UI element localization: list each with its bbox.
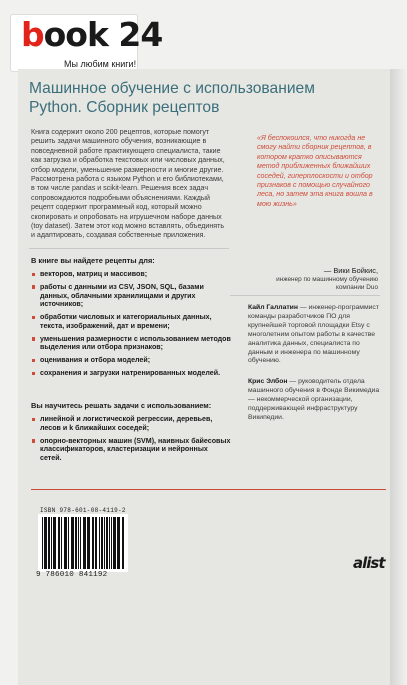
author-name: Кайл Галлатин <box>248 304 298 311</box>
barcode-stripe <box>68 517 69 569</box>
review-quote: «Я беспокоился, что никогда не смогу найти сборник рецептов, в котором кратко описываются метод приближенных ближайших соседей, гиперплоскости и отбор признаков с помощью случайного леса, но затем эта книга вошла в мою жизнь» <box>257 134 373 208</box>
barcode-stripe <box>122 517 124 569</box>
barcode-stripe <box>64 517 67 569</box>
barcode-stripe <box>104 517 105 569</box>
barcode-stripe <box>101 517 103 569</box>
list-item-text: опорно-векторных машин (SVM), наивных байесовых классификаторов, кластеризации и нейронных сетей. <box>40 436 231 462</box>
list-item-text: уменьшения размерности с использованием методов выделения или отбора признаков; <box>40 334 231 352</box>
barcode-digits: 9 786010 841192 <box>36 571 108 579</box>
bullet-icon <box>32 285 35 288</box>
barcode-stripe <box>99 517 100 569</box>
list-item-text: работы с данными из CSV, JSON, SQL, базами данных, облачными хранилищами и других источников; <box>40 282 204 309</box>
logo-word-rest: ook 24 <box>43 15 163 54</box>
barcode-stripe <box>44 517 47 569</box>
book-title-line1: Машинное обучение с использованием <box>29 80 315 97</box>
list-item <box>31 356 231 365</box>
book-title-line2: Python. Сборник рецептов <box>29 99 220 116</box>
barcode-stripe <box>78 517 79 569</box>
review-quote-author-role: инженер по машинному обучению компании Duo <box>276 276 378 292</box>
list-item <box>31 437 231 463</box>
bullet-icon <box>32 439 35 442</box>
recipes-heading: В книге вы найдете рецепты для: <box>31 256 155 265</box>
list-item-text: обработки числовых и категориальных данных, текста, изображений, дат и времени; <box>40 313 212 330</box>
bullet-icon <box>32 359 35 362</box>
barcode-stripe <box>92 517 94 569</box>
list-item <box>31 369 231 378</box>
barcode-stripe <box>111 517 112 569</box>
divider <box>29 248 229 249</box>
isbn-label: ISBN 978-601-08-4119-2 <box>40 507 126 514</box>
barcode-stripe <box>58 517 60 569</box>
list-item-text: векторов, матриц и массивов; <box>40 270 148 278</box>
recipes-list <box>31 270 231 382</box>
barcode-stripe <box>80 517 81 569</box>
bullet-icon <box>32 418 35 421</box>
barcode-stripe <box>61 517 62 569</box>
barcode-stripe <box>51 517 52 569</box>
list-item <box>31 335 231 352</box>
accent-rule <box>31 489 386 490</box>
cover-edge-shadow <box>390 69 407 685</box>
list-item <box>31 415 231 432</box>
barcode-stripe <box>87 517 90 569</box>
list-item-text: оценивания и отбора моделей; <box>40 356 151 365</box>
logo-b-letter: b <box>21 15 44 54</box>
list-item <box>31 270 231 279</box>
barcode-stripe <box>75 517 77 569</box>
author-bio-gallatin <box>248 304 383 366</box>
author-bio-albon <box>248 378 383 423</box>
list-item-text: линейной и логистической регрессии, деревьев, лесов и k ближайших соседей; <box>40 415 213 432</box>
barcode-stripe <box>83 517 86 569</box>
barcode-stripe <box>71 517 74 569</box>
barcode-stripe <box>106 517 108 569</box>
list-item <box>31 313 231 330</box>
barcode-stripe <box>53 517 56 569</box>
book-description: Книга содержит около 200 рецептов, которые помогут решить задачи машинного обучения, возникающие в повседневной работе практикующего специалиста, такие как загрузка и обработка текстовых или числовых данных, отбор модели, уменьшение размерности и многие другие. Рассмотрена работа с языком Python и его библиотеками, в том числе pandas и scikit-learn. Решения всех задач сопровождаются подробными объяснениями. Каждый рецепт содержит программный код, который можно скопировать и опробовать на игрушечном наборе данных (toy dataset). Затем этот код можно вставлять, объединять и адаптировать, создавая собственные приложения. <box>31 128 225 240</box>
author-name: Крис Элбон <box>248 378 288 385</box>
bullet-icon <box>32 316 35 319</box>
divider <box>230 295 380 296</box>
barcode <box>38 514 128 572</box>
publisher-logo: alist <box>353 554 385 572</box>
barcode-stripe <box>42 517 43 569</box>
book-title <box>29 79 369 117</box>
logo-slogan: Мы любим книги! <box>64 59 137 69</box>
list-item-text: сохранения и загрузки натренированных моделей. <box>40 369 221 378</box>
bullet-icon <box>32 273 35 276</box>
barcode-stripe <box>109 517 110 569</box>
barcode-stripe <box>113 517 116 569</box>
barcode-stripe <box>117 517 120 569</box>
author-bio-text: — инженер-программист команды разработчиков ПО для крупнейшей торговой площадки Etsy с многолетним опытом работы в качестве аналитика данных, специалиста по данным и инженера по машинному обучению. <box>248 304 379 365</box>
barcode-stripe <box>48 517 50 569</box>
tasks-list <box>31 415 231 467</box>
barcode-icon <box>38 514 128 572</box>
bullet-icon <box>32 337 35 340</box>
review-quote-author: — Вики Бойкис, <box>323 266 378 275</box>
book24-logo[interactable] <box>10 14 163 72</box>
bullet-icon <box>32 372 35 375</box>
barcode-stripe <box>95 517 97 569</box>
list-item <box>31 283 231 309</box>
logo-wordmark <box>21 15 162 54</box>
author-bio-text: — руководитель отдела машинного обучения в Фонде Викимедиа — некоммерческой организации, поддерживающей инфраструктуру Википедии. <box>248 378 380 421</box>
tasks-heading: Вы научитесь решать задачи с использованием: <box>31 401 212 410</box>
